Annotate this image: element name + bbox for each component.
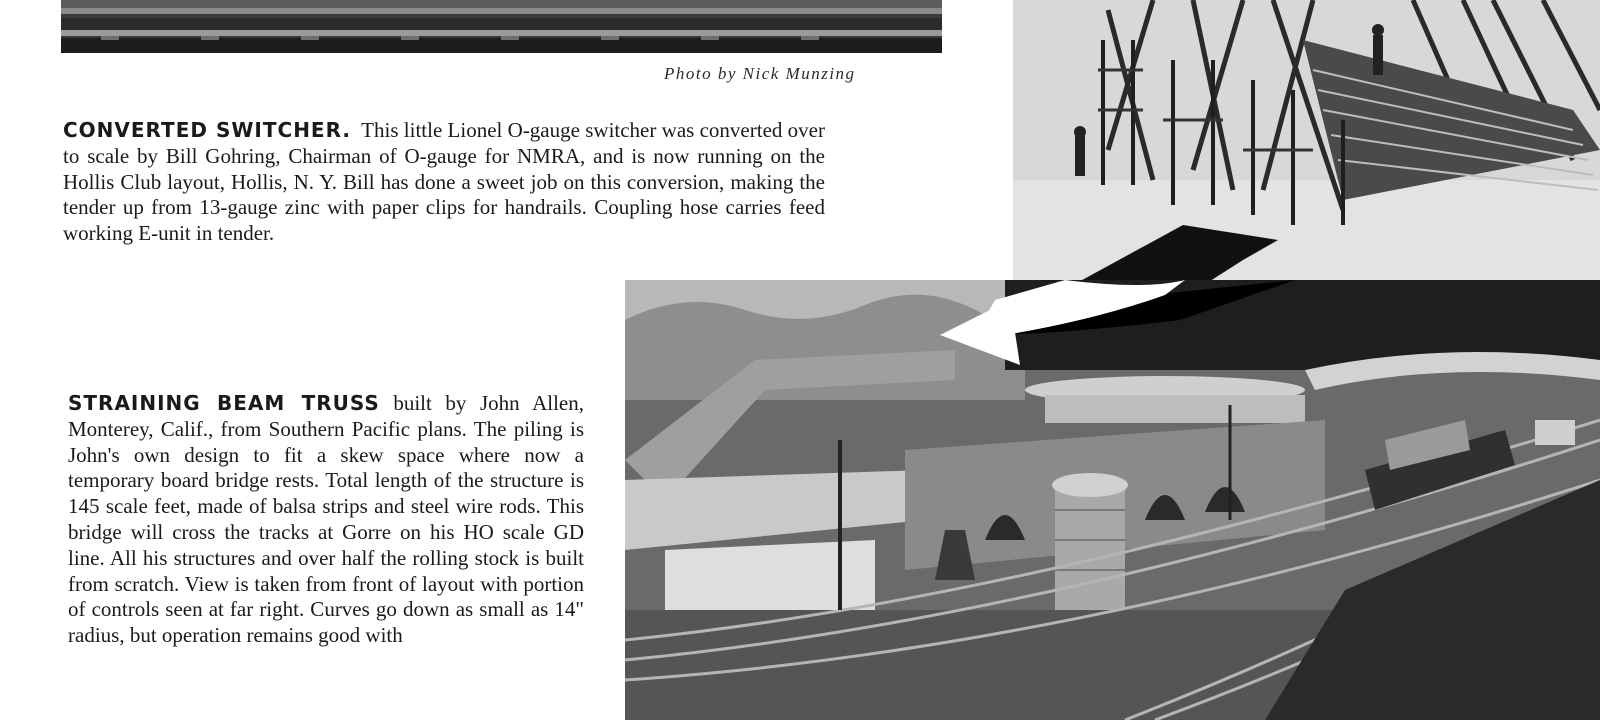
caption-converted-switcher [63, 118, 825, 247]
photo-credit: Photo by Nick Munzing [664, 64, 856, 83]
caption-straining-beam-truss [68, 391, 584, 649]
truss-bridge-photo [1013, 0, 1600, 293]
switcher-photo [61, 0, 942, 53]
caption-body: built by John Allen, Monterey, Calif., from Southern Pacific plans. The piling is John's own design to fit a skew space where now a temporary board bridge rests. Total length of the structure is 145 scale feet, made of balsa strips and steel wire rods. This bridge will cross the tracks at Gorre on his HO scale GD line. All his structures and over half the rolling stock is built from scratch. View is taken from front of layout with portion of controls seen at far right. Curves go down as small as 14" radius, but operation remains good with [68, 391, 584, 648]
caption-body: This little Lionel O-gauge switcher was converted over to scale by Bill Gohring, Chairman of O-gauge for NMRA, and is now running on the Hollis Club layout, Hollis, N. Y. Bill has done a sweet job on this conversion, making the tender up from 13-gauge zinc with paper clips for handrails. Coupling hose carries feed working E-unit in tender. [63, 118, 825, 246]
layout-overview-photo [625, 280, 1600, 720]
caption-headline: STRAINING BEAM TRUSS [68, 391, 380, 415]
caption-headline: CONVERTED SWITCHER. [63, 118, 351, 142]
